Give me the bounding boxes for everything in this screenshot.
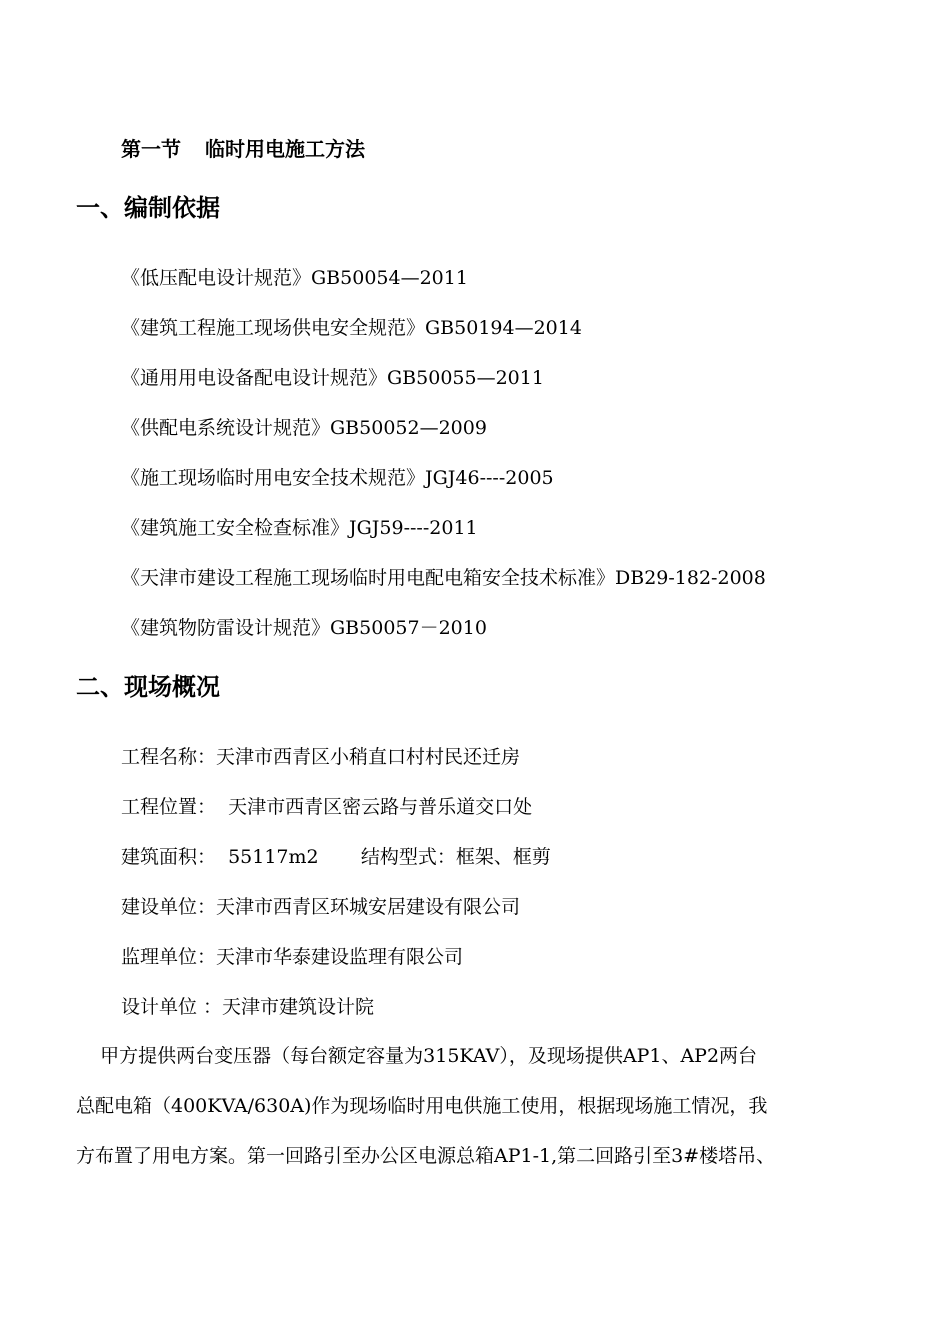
section-title [121,139,365,159]
heading-basis: 一、编制依据 [76,194,220,222]
paragraph-line: 方布置了用电方案。第一回路引至办公区电源总箱AP1-1,第二回路引至3#楼塔吊、 [76,1145,776,1167]
project-area-structure: 建筑面积： 55117m2 结构型式：框架、框剪 [121,846,551,868]
paragraph-line: 甲方提供两台变压器（每台额定容量为315KAV），及现场提供AP1、AP2两台 [76,1045,758,1067]
reference-item: 《低压配电设计规范》GB50054—2011 [121,267,468,289]
reference-item: 《施工现场临时用电安全技术规范》JGJ46----2005 [121,467,554,489]
reference-item: 《建筑施工安全检查标准》JGJ59----2011 [121,517,478,539]
reference-item: 《建筑工程施工现场供电安全规范》GB50194—2014 [121,317,582,339]
section-number: 第一节 [121,137,181,161]
paragraph-line: 总配电箱（400KVA/630A)作为现场临时用电供施工使用，根据现场施工情况，我 [76,1095,768,1117]
reference-item: 《建筑物防雷设计规范》GB50057－2010 [121,617,487,639]
reference-item: 《天津市建设工程施工现场临时用电配电箱安全技术标准》DB29-182-2008 [121,567,766,589]
project-name: 工程名称：天津市西青区小稍直口村村民还迁房 [121,746,521,768]
project-supervisor: 监理单位：天津市华泰建设监理有限公司 [121,946,464,968]
reference-item: 《供配电系统设计规范》GB50052—2009 [121,417,487,439]
project-builder: 建设单位：天津市西青区环城安居建设有限公司 [121,896,521,918]
reference-item: 《通用用电设备配电设计规范》GB50055—2011 [121,367,544,389]
project-location: 工程位置： 天津市西青区密云路与普乐道交口处 [121,796,533,818]
section-title-text: 临时用电施工方法 [205,137,365,161]
heading-site-overview: 二、现场概况 [76,673,220,701]
project-designer: 设计单位 ：天津市建筑设计院 [121,996,375,1018]
